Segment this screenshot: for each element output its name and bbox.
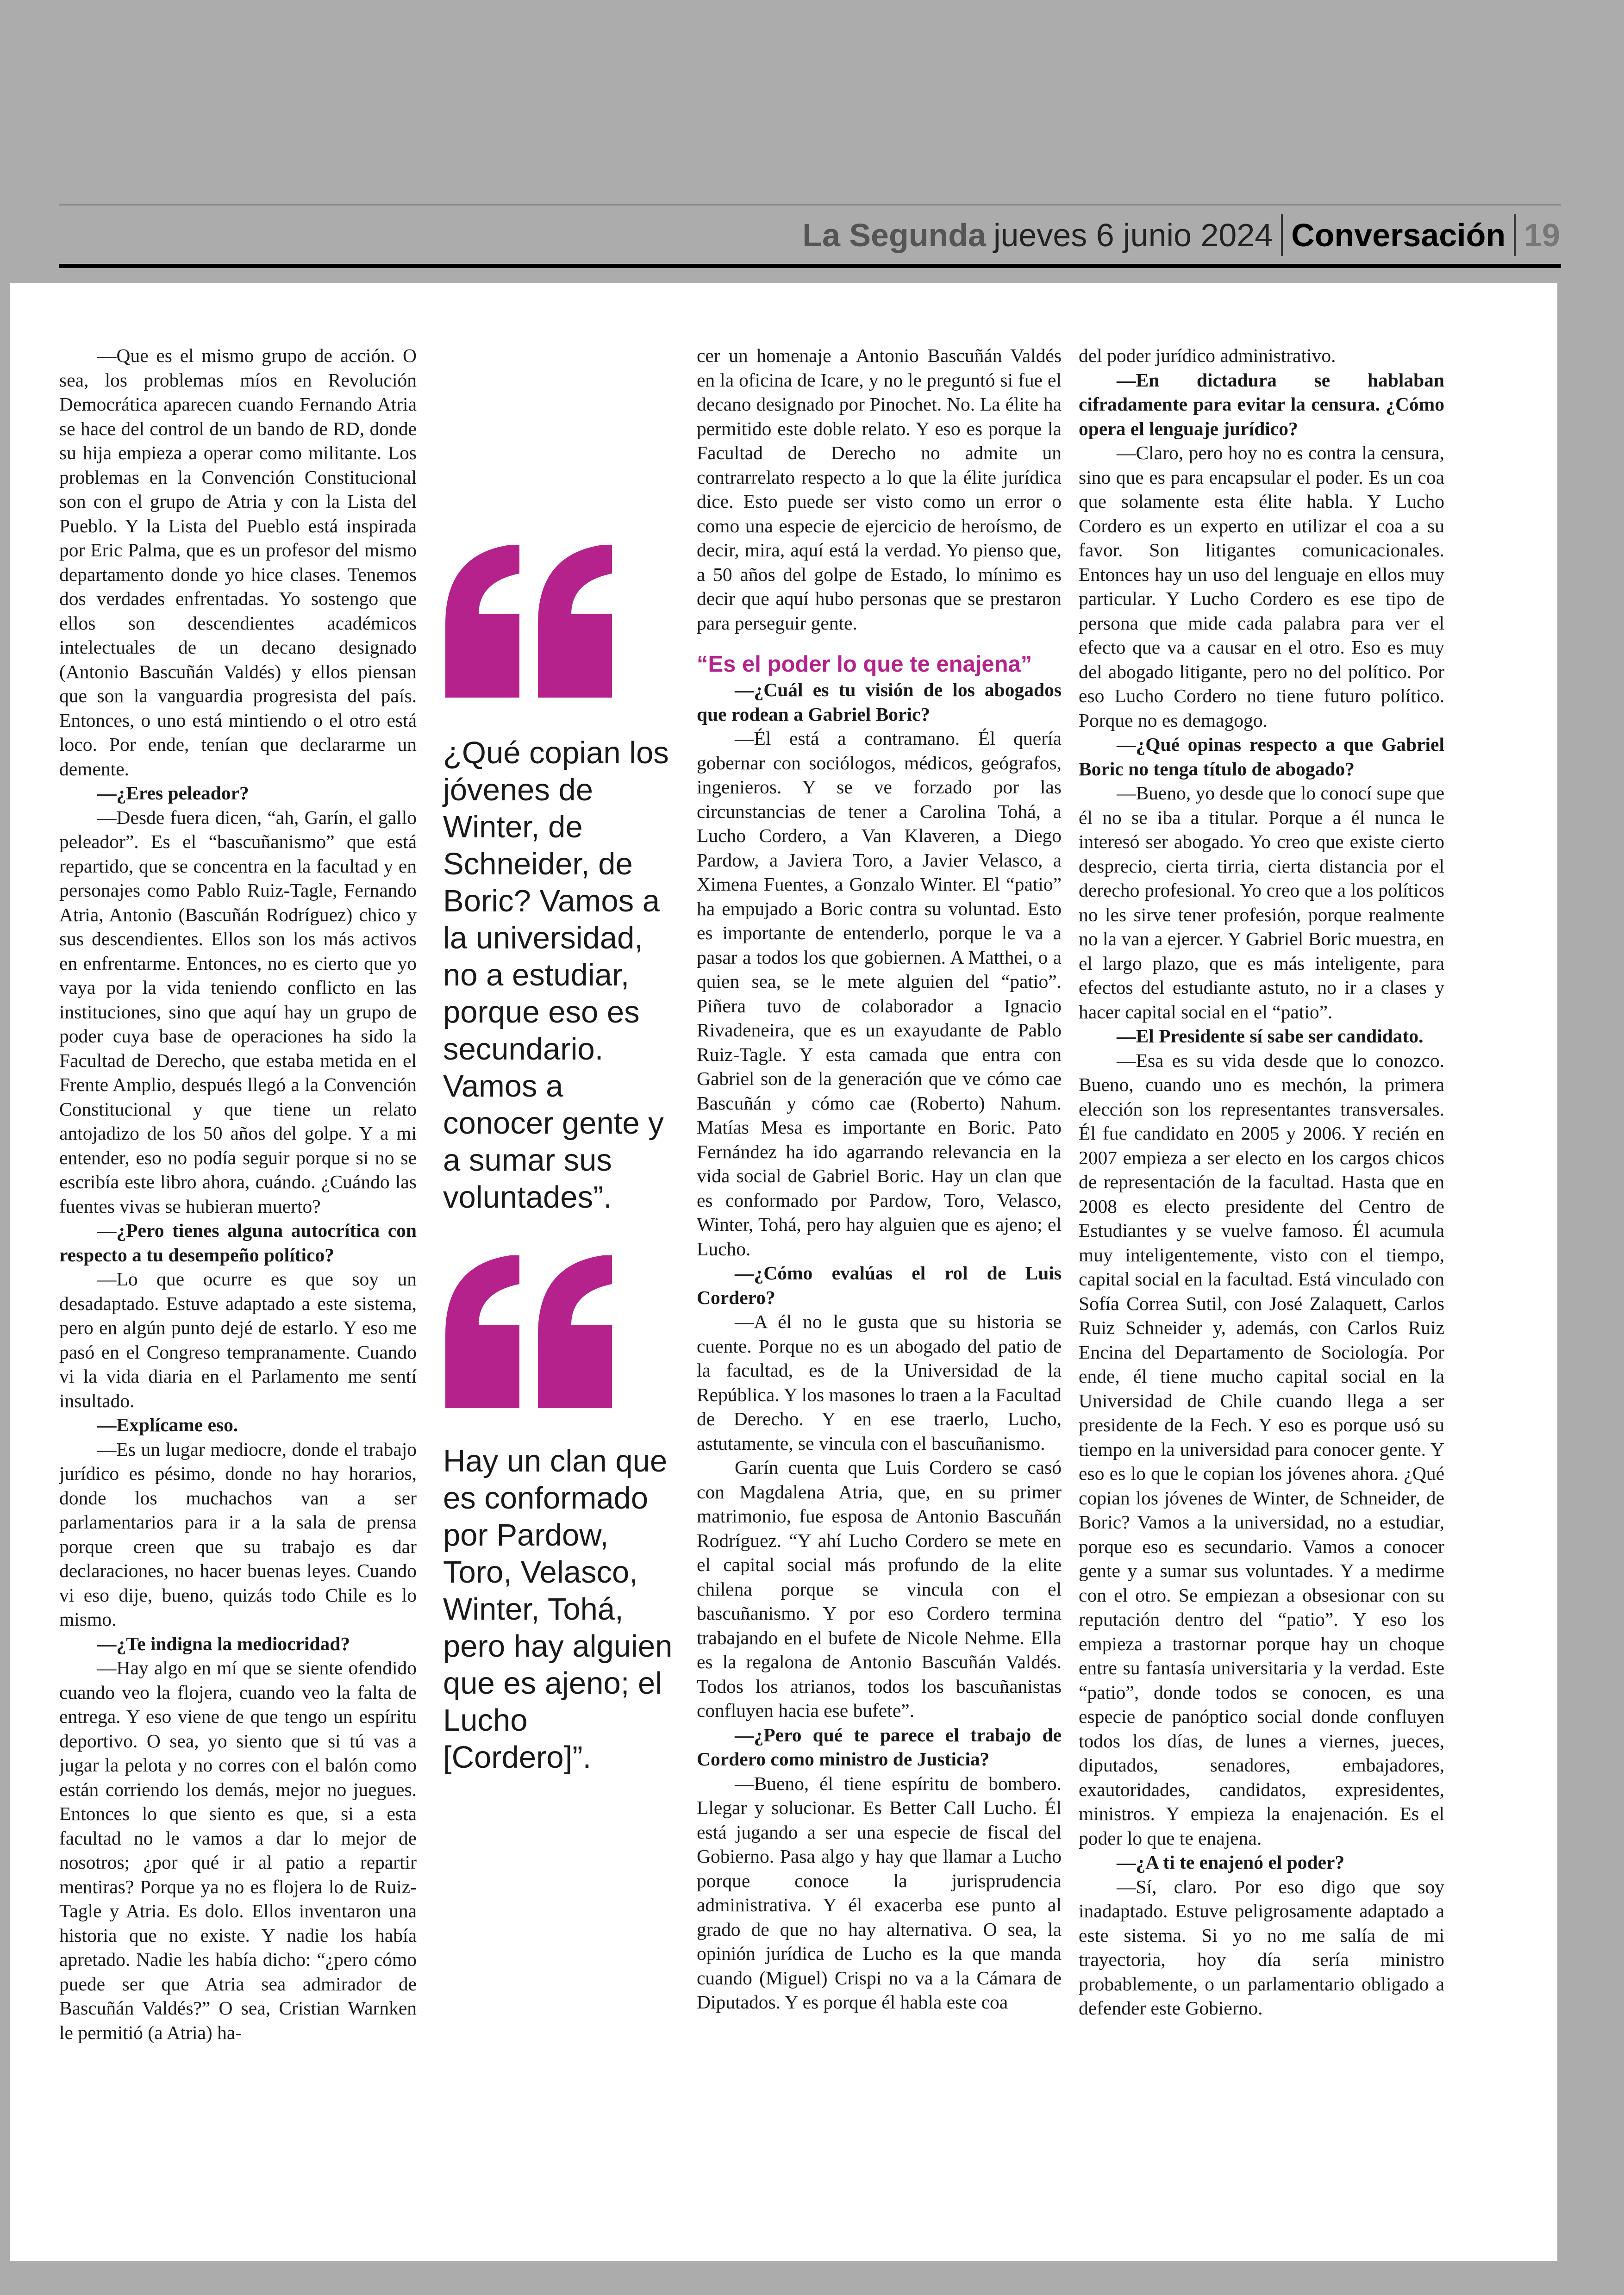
interview-question: —¿Te indigna la mediocridad? bbox=[97, 1633, 350, 1654]
paragraph: Garín cuenta que Luis Cordero se casó con Magdalena Atria, que, en su primer matrimonio, fue esposa de Antonio Bascuñán Rodríguez. “Y ahí Lucho Cordero se mete en el capital social más profundo de la elite chilena porque se vincula con el bascuñanismo. Y por eso Cordero termina trabajando en el bufete de Nicole Nehme. Ella es la regalona de Antonio Bascuñán Valdés. Todos los atrianos, todos los bascuñanistas confluyen hacia ese bufete”. bbox=[697, 1457, 1062, 1721]
paragraph: del poder jurídico administrativo. bbox=[1079, 345, 1336, 366]
interview-question: —¿Cómo evalúas el rol de Luis Cordero? bbox=[697, 1262, 1062, 1308]
interview-question: —¿Pero tienes alguna autocrítica con respecto a tu desempeño político? bbox=[59, 1220, 417, 1266]
paragraph: —Desde fuera dicen, “ah, Garín, el gallo peleador”. Es el “bascuñanismo” que está repartido, que se concentra en la facultad y en personajes como Pablo Ruiz-Tagle, Fernando Atria, Antonio (Bascuñán Rodríguez) chico y sus descendientes. Ellos son los más activos en enfrentarme. Entonces, no es cierto que yo vaya por la vida teniendo conflicto en las instituciones, sino que aquí hay un grupo de poder cuya base de operaciones ha sido la Facultad de Derecho, que estaba metida en el Frente Amplio, después llegó a la Convención Constitucional y que tiene un relato antojadizo de los 50 años del golpe. Y a mi entender, eso no podía seguir porque si no se escribía este libro ahora, cuándo. ¿Cuándo las fuentes vivas se hubieran muerto? bbox=[59, 806, 417, 1217]
article-page bbox=[10, 283, 1557, 2261]
paragraph: —Él está a contramano. Él quería gobernar con sociólogos, médicos, geógrafos, ingenieros. Y se ve forzado por las circunstancias de tener a Carolina Tohá, a Lucho Cordero, a Van Klaveren, a Diego Pardow, a Javiera Toro, a Javier Velasco, a Ximena Fuentes, a Gonzalo Winter. El “patio” ha empujado a Boric contra su voluntad. Esto es importante de entenderlo, porque le va a pasar a todos los que gobiernen. A Matthei, o a quien sea, se le mete alguien del “patio”. Piñera tuvo de colaborador a Ignacio Rivadeneira, que es un exayudante de Pablo Ruiz-Tagle. Y esta camada que entra con Gabriel son de la generación que ve cómo cae Bascuñán y cómo cae (Roberto) Nahum. Matías Mesa es importante en Boric. Pato Fernández ha ido agarrando relevancia en la vida social de Gabriel Boric. Hay un clan que es conformado por Pardow, Toro, Velasco, Winter, Tohá, pero hay alguien que es ajeno; el Lucho. bbox=[697, 728, 1062, 1260]
page-number: 19 bbox=[1524, 217, 1560, 253]
interview-question: —¿Eres peleador? bbox=[97, 782, 249, 804]
quotation-mark-icon bbox=[445, 545, 631, 698]
interview-question: —¿Cuál es tu visión de los abogados que rodean a Gabriel Boric? bbox=[697, 679, 1062, 725]
paragraph: —A él no le gusta que su historia se cuente. Porque no es un abogado del patio de la facultad, es de la Universidad de la República. Y los masones lo traen a la Facultad de Derecho. Y en ese traerlo, Lucho, astutamente, se vincula con el bascuñanismo. bbox=[697, 1311, 1062, 1454]
article-column-2 bbox=[697, 343, 1062, 2288]
paragraph: —Claro, pero hoy no es contra la censura, sino que es para encapsular el poder. Es un coa que solamente esta élite habla. Y Lucho Cordero es un experto en utilizar el coa a su favor. Son litigantes comunicacionales. Entonces hay un uso del lenguaje en ellos muy particular. Y Lucho Cordero es ese tipo de persona que mide cada palabra para ver el efecto que va a causar en el otro. Eso es muy del abogado litigante, pero no del político. Por eso Lucho Cordero no tiene futuro político. Porque no es demagogo. bbox=[1079, 442, 1444, 731]
interview-question: —El Presidente sí sabe ser candidato. bbox=[1117, 1025, 1424, 1047]
article-column-3 bbox=[1079, 343, 1444, 2288]
interview-question: —¿A ti te enajenó el poder? bbox=[1117, 1852, 1345, 1873]
masthead-divider bbox=[1514, 214, 1516, 256]
section-subheading: “Es el poder lo que te enajena” bbox=[697, 652, 1032, 677]
pull-quote: Hay un clan que es conformado por Pardow, Toro, Velasco, Winter, Tohá, pero hay alguien que es ajeno; el Lucho [Cordero]”. bbox=[443, 1444, 673, 1775]
article-column-1 bbox=[59, 343, 417, 2288]
masthead-divider bbox=[1281, 214, 1283, 256]
section-name: Conversación bbox=[1291, 217, 1506, 253]
interview-question: —¿Pero qué te parece el trabajo de Cordero como ministro de Justicia? bbox=[697, 1724, 1062, 1770]
quotation-mark-icon bbox=[445, 1255, 631, 1408]
paragraph: —Bueno, yo desde que lo conocí supe que él no se iba a titular. Porque a él nunca le interesó ser abogado. Yo creo que existe cierto desprecio, cierta tirria, cierta distancia por el derecho profesional. Yo creo que a los políticos no les sirve tener profesión, porque realmente no la van a ejercer. Y Gabriel Boric muestra, en el largo plazo, que es más inteligente, para efectos del estudiante astuto, no ir a clases y hacer capital social en el “patio”. bbox=[1079, 782, 1444, 1023]
paragraph: —Bueno, él tiene espíritu de bombero. Llegar y solucionar. Es Better Call Lucho. Él está jugando a ser una especie de fiscal del Gobierno. Pasa algo y hay que llamar a Lucho porque conoce la jurisprudencia administrativa. Y él exacerba ese punto al grado de que no hay alternativa. O sea, la opinión jurídica de Lucho es la que manda cuando (Miguel) Crispi no va a la Cámara de Diputados. Y es porque él habla este coa bbox=[697, 1772, 1062, 2013]
paragraph: —Lo que ocurre es que soy un desadaptado. Estuve adaptado a este sistema, pero en algún punto dejé de estarlo. Y eso me pasó en el Congreso tempranamente. Cuando vi la vida diaria en el Parlamento me sentí insultado. bbox=[59, 1268, 417, 1411]
header-rule-thin bbox=[59, 204, 1561, 206]
header-rule-thick bbox=[59, 264, 1561, 268]
paragraph: —Que es el mismo grupo de acción. O sea, los problemas míos en Revolución Democrática aparecen cuando Fernando Atria se hace del control de un bando de RD, donde su hija empieza a operar como militante. Los problemas en la Convención Constitucional son con el grupo de Atria y con la Lista del Pueblo. Y la Lista del Pueblo está inspirada por Eric Palma, que es un profesor del mismo departamento donde yo hice clases. Tenemos dos verdades enfrentadas. Yo sostengo que ellos son descendientes académicos intelectuales de un decano designado (Antonio Bascuñán Valdés) y ellos piensan que son la vanguardia progresista del país. Entonces, o uno está mintiendo o el otro está loco. Por ende, tenían que declararme un demente. bbox=[59, 345, 417, 780]
paragraph: —Es un lugar mediocre, donde el trabajo jurídico es pésimo, donde no hay horarios, donde los muchachos van a ser parlamentarios para ir a la sala de prensa porque creen que su trabajo es dar declaraciones, no hacer buenas leyes. Cuando vi eso dije, bueno, quizás todo Chile es lo mismo. bbox=[59, 1438, 417, 1630]
issue-date: jueves 6 junio 2024 bbox=[993, 217, 1273, 253]
pull-quote: ¿Qué copian los jóvenes de Winter, de Schneider, de Boric? Vamos a la universidad, no a estudiar, porque eso es secundario. Vamos a conocer gente y a sumar sus voluntades”. bbox=[443, 736, 669, 1215]
interview-question: —¿Qué opinas respecto a que Gabriel Boric no tenga título de abogado? bbox=[1079, 734, 1444, 780]
paragraph: —Sí, claro. Por eso digo que soy inadaptado. Estuve peligrosamente adaptado a este sistema. Si yo no me salía de mi trayectoria, hoy día sería ministro probablemente, o un parlamentario obligado a defender este Gobierno. bbox=[1079, 1876, 1444, 2019]
newspaper-name: La Segunda bbox=[802, 217, 986, 253]
paragraph: —Hay algo en mí que se siente ofendido cuando veo la flojera, cuando veo la falta de entrega. Y eso viene de que tengo un espíritu deportivo. O sea, yo siento que si tú vas a jugar la pelota y no corres con el balón como están corriendo los demás, mejor no juegues. Entonces lo que siento es que, si a esta facultad no le vamos a dar lo mejor de nosotros; ¿por qué ir al patio a repartir mentiras? Porque ya no es flojera lo de Ruiz-Tagle y Atria. Es dolo. Ellos inventaron una historia que no existe. Y nadie los había apretado. Nadie les había dicho: “¿pero cómo puede ser que Atria sea admirador de Bascuñán Valdés?” O sea, Cristian Warnken le permitió (a Atria) ha- bbox=[59, 1657, 417, 2043]
interview-question: —Explícame eso. bbox=[97, 1414, 238, 1435]
interview-question: —En dictadura se hablaban cifradamente para evitar la censura. ¿Cómo opera el lenguaje jurídico? bbox=[1079, 369, 1444, 439]
paragraph: —Esa es su vida desde que lo conozco. Bueno, cuando uno es mechón, la primera elección son los representantes transversales. Él fue candidato en 2005 y 2006. Y recién en 2007 empieza a ser electo en los cargos chicos de representación de la facultad. Hasta que en 2008 es electo presidente del Centro de Estudiantes y se vuelve famoso. Él acumula muy inteligentemente, visto con el tiempo, capital social en la facultad. Está vinculado con Sofía Correa Sutil, con José Zalaquett, Carlos Ruiz Schneider y, además, con Carlos Ruiz Encina del Departamento de Sociología. Por ende, él tiene mucho capital social en la Universidad de Chile cuando llega a ser presidente de la Fech. Y eso es porque usó su tiempo en la universidad para conocer gente. Y eso es lo que le copian los jóvenes ahora. ¿Qué copian los jóvenes de Winter, de Schneider, de Boric? Vamos a la universidad, no a estudiar, porque eso es secundario. Vamos a conocer gente y a sumar sus voluntades. Y a medirme con el otro. Se empiezan a obsesionar con su reputación dentro del “patio”. Y eso los empieza a trastornar porque hay un choque entre su fantasía universitaria y la verdad. Este “patio”, donde todos se conocen, es una especie de panóptico social donde confluyen todos los días, de lunes a viernes, jueces, diputados, senadores, embajadores, exautoridades, candidatos, expresidentes, ministros. Y empieza la enajenación. Es el poder lo que te enajena. bbox=[1079, 1049, 1444, 1849]
masthead bbox=[802, 211, 1560, 259]
paragraph: cer un homenaje a Antonio Bascuñán Valdés en la oficina de Icare, y no le preguntó si fue el decano designado por Pinochet. No. La élite ha permitido este doble relato. Y eso es porque la Facultad de Derecho no admite un contrarrelato respecto a lo que la élite jurídica dice. Esto puede ser visto como un error o como una especie de ejercicio de heroísmo, de decir, mira, aquí está la verdad. Yo pienso que, a 50 años del golpe de Estado, lo mínimo es decir que aquí hubo personas que se prestaron para perseguir gente. bbox=[697, 345, 1062, 634]
